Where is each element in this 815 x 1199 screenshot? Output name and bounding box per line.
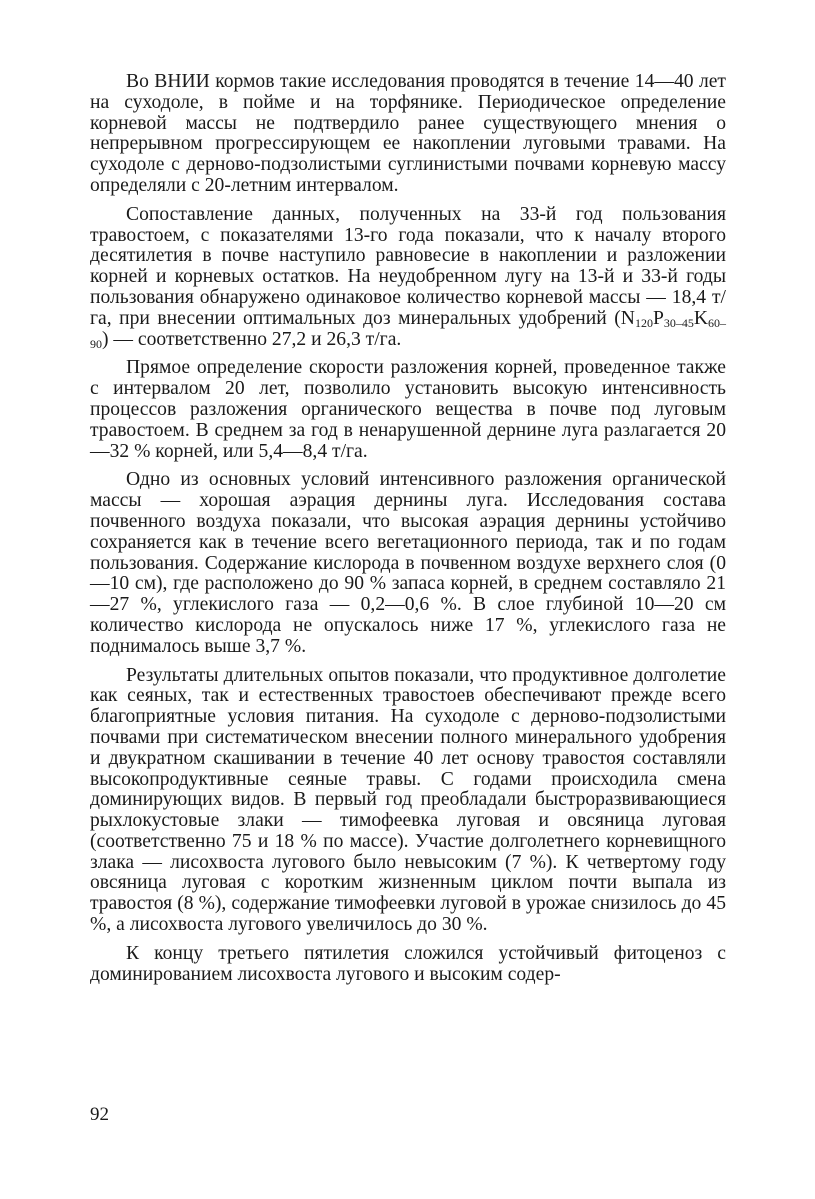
page-number: 92 (90, 1104, 109, 1125)
formula-n: N (620, 307, 635, 329)
paragraph-1: Во ВНИИ кормов такие исследования проводятся в течение 14—40 лет на суходоле, в пойме и на торфянике. Периодическое определение корневой массы не подтвердило ранее существующего мнения о непрерывном прогрессирующем ее накоплении луговыми травами. На суходоле с дерново-подзолистыми суглинистыми почвами корневую массу определяли с 20-летним интервалом. (90, 71, 726, 196)
paragraph-4: Одно из основных условий интенсивного разложения органической массы — хорошая аэрация дернины луга. Исследования состава почвенного воздуха показали, что высокая аэрация дернины устойчиво сохраняется как в течение всего вегетационного периода, так и по годам пользования. Содержание кислорода в почвенном воздухе верхнего слоя (0—10 см), где расположено до 90 % запаса корней, в среднем составляло 21—27 %, углекислого газа — 0,2—0,6 %. В слое глубиной 10—20 см количество кислорода не опускалось ниже 17 %, углекислого газа не поднималось выше 3,7 %. (90, 469, 726, 657)
paragraph-2 (90, 205, 726, 351)
paragraph-5: Результаты длительных опытов показали, что продуктивное долголетие как сеяных, так и естественных травостоев обеспечивают прежде всего благоприятные условия питания. На суходоле с дерново-подзолистыми почвами при систематическом внесении полного минерального удобрения и двукратном скашивании в течение 40 лет основу травостоя составляли высокопродуктивные сеяные травы. С годами происходила смена доминирующих видов. В первый год преобладали быстроразвивающиеся рыхлокустовые злаки — тимофеевка луговая и овсяница луговая (соответственно 75 и 18 % по массе). Участие долголетнего корневищного злака — лисохвоста лугового было невысоким (7 %). К четвертому году овсяница луговая с коротким жизненным циклом почти выпала из травостоя (8 %), содержание тимофеевки луговой в урожае снизилось до 45 %, а лисохвоста лугового увеличилось до 30 %. (90, 664, 726, 936)
paragraph-2-text-end: ) — соответственно 27,2 и 26,3 т/га. (102, 328, 402, 350)
formula-k-sub: 60–90 (90, 315, 726, 351)
paragraph-6: К концу третьего пятилетия сложился устойчивый фитоценоз с доминированием лисохвоста лугового и высоким содер- (90, 942, 726, 985)
paragraph-2-text-start: Сопоставление данных, полученных на 33-й год пользования травостоем, с показателями 13-го года показали, что к началу второго десятилетия в почве наступило равновесие в накоплении и разложении корней и корневых остатков. На неудобренном лугу на 13-й и 33-й годы пользования обнаружено одинаковое количество корневой массы — 18,4 т/га, при внесении оптимальных доз минеральных удобрений ( (90, 203, 726, 329)
formula-n-sub: 120 (634, 315, 653, 330)
page-text-body (90, 72, 726, 985)
paragraph-3: Прямое определение скорости разложения корней, проведенное также с интервалом 20 лет, позволило установить высокую интенсивность процессов разложения органического вещества в почве под луговым травостоем. В среднем за год в ненарушенной дернине луга разлагается 20—32 % корней, или 5,4—8,4 т/га. (90, 357, 726, 462)
formula-k: K (693, 307, 708, 329)
formula-p-sub: 30–45 (663, 315, 694, 330)
formula-p: P (652, 307, 664, 329)
